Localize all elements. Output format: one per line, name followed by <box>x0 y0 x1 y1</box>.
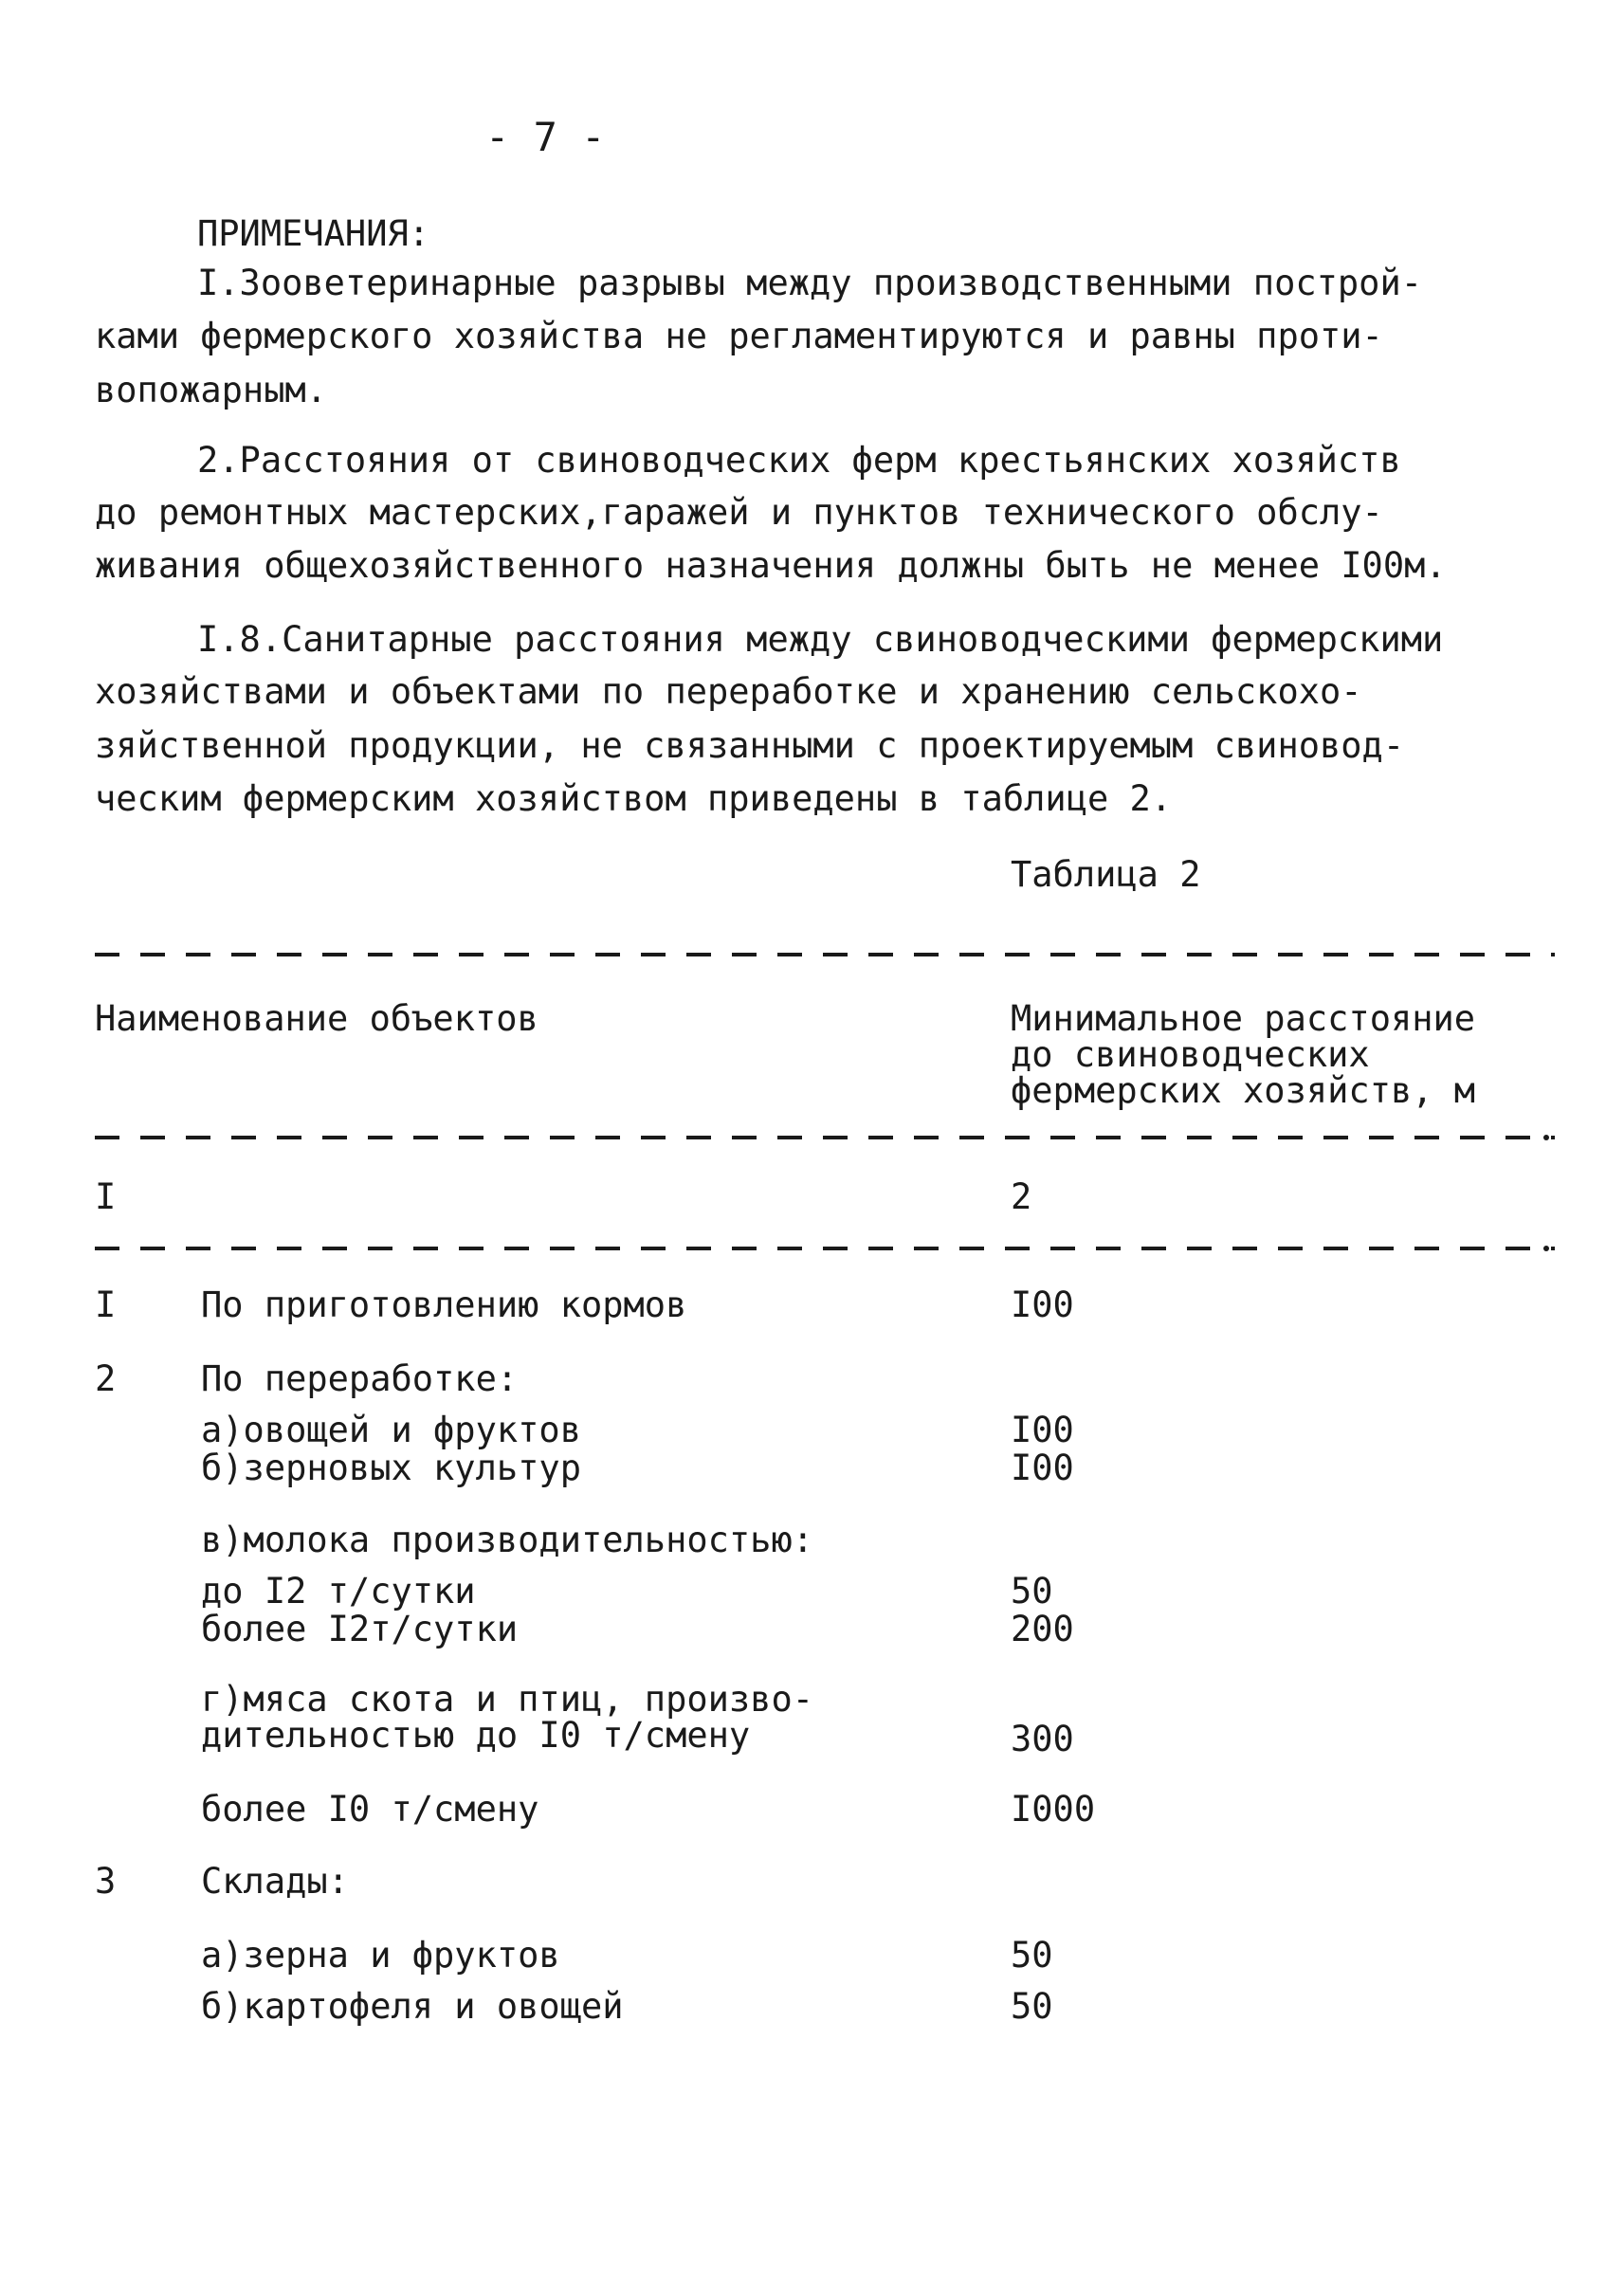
section-18-line-3: зяйственной продукции, не связанными с проектируемым свиновод- <box>95 725 1405 766</box>
row-3a-name: а)зерна и фруктов <box>201 1935 560 1976</box>
table-header-right-line-1: Минимальное расстояние <box>1011 998 1476 1039</box>
row-2e-name: более I0 т/смену <box>201 1789 539 1830</box>
row-3-name: Склады: <box>201 1861 349 1902</box>
row-3a-value: 50 <box>1011 1935 1053 1976</box>
table-header-left: Наименование объектов <box>95 998 538 1039</box>
row-3b-name: б)картофеля и овощей <box>201 1986 624 2027</box>
row-2c2-value: 200 <box>1011 1609 1074 1649</box>
row-2b-name: б)зерновых культур <box>201 1448 581 1488</box>
note-1-line-2: ками фермерского хозяйства не регламентируются и равны проти- <box>95 316 1383 356</box>
section-18-line-4: ческим фермерским хозяйством приведены в таблице 2. <box>95 778 1173 819</box>
table-caption: Таблица 2 <box>1011 854 1201 895</box>
table-header-right-line-3: фермерских хозяйств, м <box>1011 1070 1476 1111</box>
row-2d-name-line-1: г)мяса скота и птиц, произво- <box>201 1679 814 1720</box>
row-1-number: I <box>95 1284 117 1325</box>
table-header-rule <box>95 1136 1555 1139</box>
row-3-number: 3 <box>95 1861 117 1902</box>
col-number-2: 2 <box>1011 1176 1032 1217</box>
notes-heading: ПРИМЕЧАНИЯ: <box>197 213 430 254</box>
row-2b-value: I00 <box>1011 1448 1074 1488</box>
row-2c1-name: до I2 т/сутки <box>201 1571 476 1612</box>
note-1-line-1: I.Зооветеринарные разрывы между производственными построй- <box>197 263 1423 303</box>
section-18-line-1: I.8.Санитарные расстояния между свиноводческими фермерскими <box>197 619 1444 660</box>
col-number-1: I <box>95 1176 117 1217</box>
row-2-name: По переработке: <box>201 1358 519 1399</box>
page-number: - 7 - <box>485 114 606 160</box>
section-18-line-2: хозяйствами и объектами по переработке и хранению сельскохо- <box>95 671 1362 712</box>
rule-end-dot <box>1543 1246 1549 1251</box>
row-2c-name: в)молока производительностью: <box>201 1520 814 1560</box>
row-3b-value: 50 <box>1011 1986 1053 2027</box>
row-2-number: 2 <box>95 1358 117 1399</box>
row-2e-value: I000 <box>1011 1789 1096 1830</box>
row-2c2-name: более I2т/сутки <box>201 1609 519 1649</box>
table-colnum-rule <box>95 1247 1555 1250</box>
row-2d-name-line-2: дительностью до I0 т/смену <box>201 1715 751 1756</box>
note-2-line-1: 2.Расстояния от свиноводческих ферм крестьянских хозяйств <box>197 440 1401 481</box>
note-2-line-2: до ремонтных мастерских,гаражей и пунктов технического обслу- <box>95 492 1383 533</box>
table-top-rule <box>95 953 1555 956</box>
row-2a-name: а)овощей и фруктов <box>201 1410 581 1450</box>
row-1-value: I00 <box>1011 1284 1074 1325</box>
note-1-line-3: вопожарным. <box>95 370 328 410</box>
note-2-line-3: живания общехозяйственного назначения должны быть не менее I00м. <box>95 545 1447 586</box>
table-header-right-line-2: до свиноводческих <box>1011 1034 1370 1075</box>
row-2c1-value: 50 <box>1011 1571 1053 1612</box>
rule-end-dot <box>1543 1135 1549 1140</box>
row-2a-value: I00 <box>1011 1410 1074 1450</box>
row-1-name: По приготовлению кормов <box>201 1284 687 1325</box>
row-2d-value: 300 <box>1011 1719 1074 1759</box>
